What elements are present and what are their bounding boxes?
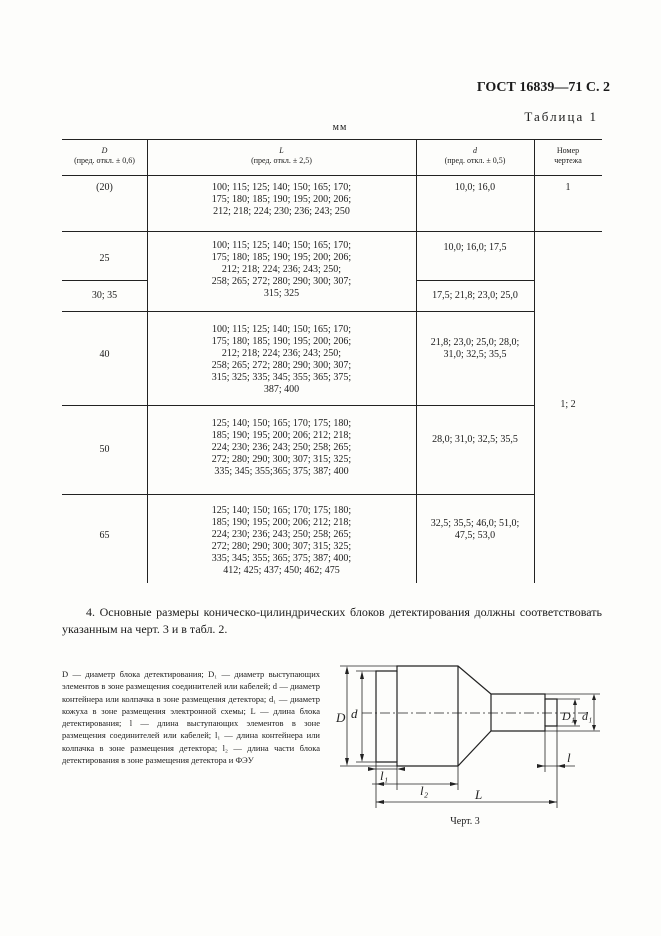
table-cell-line: 100; 115; 125; 140; 150; 165; 170; (211, 182, 352, 193)
table-cell-D: 65 (99, 530, 110, 541)
table-cell-line: 272; 280; 290; 300; 307; 315; 325; (211, 541, 352, 552)
column-symbol-L: L (279, 146, 284, 155)
table-cell-line: 185; 190; 195; 200; 206; 212; 218; (211, 430, 352, 441)
table-cell-D: 40 (99, 349, 110, 360)
table-cell-line: 335; 345; 355; 365; 375; 387; 400; (211, 553, 352, 564)
table-cell-line: 272; 280; 290; 300; 307; 315; 325; (211, 454, 352, 465)
table-cell-line: 258; 265; 272; 280; 290; 300; 307; (211, 360, 352, 371)
table-cell-line: 175; 180; 185; 190; 195; 200; 206; (211, 252, 352, 263)
table-cell-line: 212; 218; 224; 236; 243; 250; (221, 264, 342, 275)
drawing-legend: D — диаметр блока детектирования; D₁ — диаметр выступающих элементов в зоне размещения соединителей или кабелей; d — диаметр контейнера или колпачка в зоне размещения детектора; d₁ — диаметр кожуха в зоне размещения электронной схемы; L — длина блока детектирования; l — длина выступающих элементов в зоне размещения соединителей или кабелей; l₁ — длина контейнера или колпачка в зоне размещения детектора; l₂ — длина части блока детектирования в зоне размещения детектора и ФЭУ (62, 669, 320, 766)
label-D1: D₁ (562, 709, 575, 723)
table-cell-line: 32,5; 35,5; 46,0; 51,0; (430, 518, 520, 529)
table-cell-line: 47,5; 53,0 (454, 530, 496, 541)
table-units: мм (332, 122, 348, 133)
table-cell-line: 258; 265; 272; 280; 290; 300; 307; (211, 276, 352, 287)
table-caption: Таблица 1 (524, 109, 598, 124)
column-symbol-D: D (101, 146, 108, 155)
label-L: L (475, 787, 483, 802)
drawing-caption: Черт. 3 (450, 816, 480, 827)
table-cell-line: 125; 140; 150; 165; 170; 175; 180; (211, 418, 352, 429)
label-D: D (336, 710, 346, 725)
table-cell-line: 125; 140; 150; 165; 170; 175; 180; (211, 505, 352, 516)
table-cell-d: 17,5; 21,8; 23,0; 25,0 (432, 290, 518, 301)
table-cell-d: 28,0; 31,0; 32,5; 35,5 (432, 434, 518, 445)
table-cell-d: 10,0; 16,0 (454, 182, 496, 193)
table-cell-line: 175; 180; 185; 190; 195; 200; 206; (211, 194, 352, 205)
body-paragraph: 4. Основные размеры коническо-цилиндрических блоков детектирования должны соответствовать указанным на черт. 3 и в табл. 2. (62, 605, 602, 636)
table-cell-line: 175; 180; 185; 190; 195; 200; 206; (211, 336, 352, 347)
table-cell-line: 412; 425; 437; 450; 462; 475 (223, 565, 340, 576)
label-d1: d₁ (582, 709, 593, 723)
table-cell-D: (20) (96, 182, 113, 193)
column-symbol-drawing: Номер (556, 146, 580, 155)
column-tolerance-L: (пред. откл. ± 2,5) (251, 156, 312, 165)
table-cell-line: 31,0; 32,5; 35,5 (443, 349, 507, 360)
table-cell-line: 212; 218; 224; 236; 243; 250; (221, 348, 342, 359)
column-symbol-d: d (473, 146, 477, 155)
table-cell-line: 387; 400 (263, 384, 300, 395)
table-cell-line: 100; 115; 125; 140; 150; 165; 170; (211, 240, 352, 251)
label-l: l (567, 750, 571, 765)
table-cell-drawing: 1 (565, 182, 571, 193)
table-cell-line: 21,8; 23,0; 25,0; 28,0; (430, 337, 520, 348)
table-cell-line: 100; 115; 125; 140; 150; 165; 170; (211, 324, 352, 335)
table-cell-drawing-merged: 1; 2 (560, 399, 576, 410)
document-header: ГОСТ 16839—71 С. 2 (476, 80, 610, 95)
drawing-body-outline (376, 666, 557, 766)
label-l1: l₁ (380, 768, 389, 783)
label-d: d (351, 706, 358, 721)
label-l2: l₂ (420, 783, 429, 798)
table-cell-line: 315; 325; 335; 345; 355; 365; 375; (211, 372, 352, 383)
table-cell-d: 10,0; 16,0; 17,5 (443, 242, 507, 253)
column-tolerance-drawing: чертежа (554, 156, 582, 165)
dimension-arrows (345, 666, 596, 804)
table-cell-D: 30; 35 (91, 290, 118, 301)
column-tolerance-D: (пред. откл. ± 0,6) (74, 156, 135, 165)
table-cell-D: 25 (99, 253, 110, 264)
table-cell-line: 335; 345; 355;365; 375; 387; 400 (214, 466, 349, 477)
table-cell-D: 50 (99, 444, 110, 455)
table-cell-line: 185; 190; 195; 200; 206; 212; 218; (211, 517, 352, 528)
table-cell-line: 212; 218; 224; 230; 236; 243; 250 (213, 206, 350, 217)
table-cell-line: 224; 230; 236; 243; 250; 258; 265; (211, 529, 352, 540)
table-cell-line: 315; 325 (263, 288, 300, 299)
table-cell-line: 224; 230; 236; 243; 250; 258; 265; (211, 442, 352, 453)
column-tolerance-d: (пред. откл. ± 0,5) (444, 156, 506, 165)
